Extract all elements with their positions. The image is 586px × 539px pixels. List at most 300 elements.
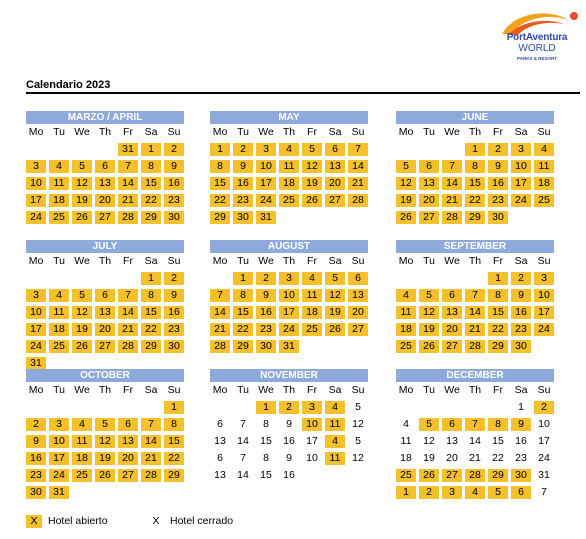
day-open: 23 xyxy=(164,194,184,207)
weekday-label: Fr xyxy=(307,384,317,396)
day-empty xyxy=(419,272,439,285)
day-open: 19 xyxy=(419,323,439,336)
day-closed: 22 xyxy=(492,452,504,464)
day-open: 13 xyxy=(95,177,115,190)
day-closed: 9 xyxy=(286,452,292,464)
day-open: 26 xyxy=(72,340,92,353)
day-open: 2 xyxy=(534,401,554,414)
weekday-label: Su xyxy=(167,255,181,267)
day-empty xyxy=(118,272,138,285)
day-open: 7 xyxy=(348,143,368,156)
day-open: 8 xyxy=(141,289,161,302)
day-open: 27 xyxy=(118,469,138,482)
day-empty xyxy=(26,401,46,414)
day-open: 15 xyxy=(141,306,161,319)
weekday-label: Sa xyxy=(144,384,158,396)
day-open: 20 xyxy=(95,323,115,336)
weekday-label: Mo xyxy=(212,255,228,267)
day-open: 4 xyxy=(325,401,345,414)
day-open: 26 xyxy=(95,469,115,482)
day-closed: 15 xyxy=(492,435,504,447)
day-empty xyxy=(325,211,345,224)
month-days xyxy=(210,126,368,224)
day-empty xyxy=(465,401,485,414)
day-empty xyxy=(95,143,115,156)
day-closed: 24 xyxy=(538,452,550,464)
day-empty xyxy=(49,401,69,414)
day-empty xyxy=(72,143,92,156)
day-closed: 19 xyxy=(423,452,435,464)
day-open: 27 xyxy=(325,194,345,207)
day-open: 6 xyxy=(95,160,115,173)
day-open: 2 xyxy=(164,272,184,285)
day-open: 2 xyxy=(164,143,184,156)
day-open: 5 xyxy=(72,289,92,302)
weekday-label: Su xyxy=(351,384,365,396)
day-open: 24 xyxy=(26,211,46,224)
day-open: 24 xyxy=(26,340,46,353)
day-open: 27 xyxy=(442,340,462,353)
day-open: 18 xyxy=(279,177,299,190)
weekday-label: Mo xyxy=(28,255,44,267)
day-open: 5 xyxy=(396,160,416,173)
weekday-label: Mo xyxy=(28,384,44,396)
day-open: 9 xyxy=(233,160,253,173)
month-july xyxy=(26,240,184,370)
logo-world: WORLD xyxy=(518,43,556,54)
day-open: 3 xyxy=(256,143,276,156)
day-open: 5 xyxy=(419,418,439,431)
day-closed: 14 xyxy=(237,435,249,447)
day-open: 30 xyxy=(488,211,508,224)
day-open: 18 xyxy=(49,323,69,336)
month-days xyxy=(210,384,368,482)
day-open: 19 xyxy=(302,177,322,190)
day-empty xyxy=(396,401,416,414)
day-open: 12 xyxy=(419,306,439,319)
title-divider xyxy=(26,92,580,94)
day-empty xyxy=(141,486,161,499)
day-open: 31 xyxy=(118,143,138,156)
weekday-label: Tu xyxy=(53,255,65,267)
day-open: 4 xyxy=(396,289,416,302)
day-open: 13 xyxy=(442,306,462,319)
day-closed: 14 xyxy=(469,435,481,447)
day-open: 16 xyxy=(511,306,531,319)
day-open: 1 xyxy=(141,143,161,156)
day-open: 16 xyxy=(488,177,508,190)
day-open: 12 xyxy=(396,177,416,190)
weekday-label: Sa xyxy=(328,126,342,138)
day-open: 5 xyxy=(95,418,115,431)
day-open: 10 xyxy=(256,160,276,173)
weekday-label: Th xyxy=(282,384,296,396)
weekday-label: Tu xyxy=(423,384,435,396)
month-days xyxy=(396,126,554,224)
day-open: 26 xyxy=(396,211,416,224)
day-open: 27 xyxy=(442,469,462,482)
portaventura-logo xyxy=(488,8,584,64)
day-empty xyxy=(419,401,439,414)
day-open: 23 xyxy=(233,194,253,207)
day-open: 24 xyxy=(279,323,299,336)
day-closed: 17 xyxy=(306,435,318,447)
logo-subtitle: PARKS & RESORT xyxy=(517,56,557,61)
day-open: 1 xyxy=(164,401,184,414)
day-open: 6 xyxy=(118,418,138,431)
day-empty xyxy=(534,211,554,224)
day-open: 26 xyxy=(325,323,345,336)
day-closed: 7 xyxy=(541,486,547,498)
day-open: 7 xyxy=(118,160,138,173)
day-open: 19 xyxy=(72,194,92,207)
day-open: 15 xyxy=(210,177,230,190)
day-open: 10 xyxy=(511,160,531,173)
day-closed: 15 xyxy=(260,435,272,447)
month-header: MARZO / APRIL xyxy=(26,111,184,124)
weekday-label: Sa xyxy=(514,384,528,396)
day-closed: 5 xyxy=(355,435,361,447)
weekday-label: Th xyxy=(98,255,112,267)
day-open: 25 xyxy=(279,194,299,207)
weekday-label: Th xyxy=(98,126,112,138)
day-open: 19 xyxy=(325,306,345,319)
day-open: 29 xyxy=(465,211,485,224)
day-open: 3 xyxy=(302,401,322,414)
day-closed: 17 xyxy=(538,435,550,447)
day-open: 3 xyxy=(534,272,554,285)
weekday-label: Sa xyxy=(144,255,158,267)
day-open: 19 xyxy=(72,323,92,336)
day-open: 17 xyxy=(511,177,531,190)
day-closed: 4 xyxy=(403,418,409,430)
day-closed: 8 xyxy=(263,452,269,464)
day-open: 5 xyxy=(302,143,322,156)
day-open: 23 xyxy=(488,194,508,207)
day-closed: 8 xyxy=(263,418,269,430)
day-open: 2 xyxy=(511,272,531,285)
day-open: 11 xyxy=(49,306,69,319)
month-september xyxy=(396,240,554,353)
legend-closed-label: Hotel cerrado xyxy=(170,515,234,527)
day-open: 25 xyxy=(396,340,416,353)
day-open: 11 xyxy=(72,435,92,448)
day-open: 31 xyxy=(256,211,276,224)
weekday-label: Mo xyxy=(28,126,44,138)
month-days xyxy=(26,384,184,499)
day-open: 2 xyxy=(26,418,46,431)
weekday-label: We xyxy=(444,255,460,267)
day-open: 10 xyxy=(49,435,69,448)
day-open: 15 xyxy=(164,435,184,448)
day-empty xyxy=(419,143,439,156)
weekday-label: Su xyxy=(537,255,551,267)
day-open: 15 xyxy=(465,177,485,190)
day-empty xyxy=(210,401,230,414)
day-empty xyxy=(348,340,368,353)
weekday-label: Tu xyxy=(237,126,249,138)
day-open: 20 xyxy=(348,306,368,319)
day-open: 28 xyxy=(118,211,138,224)
day-open: 3 xyxy=(49,418,69,431)
weekday-label: Fr xyxy=(493,384,503,396)
weekday-label: Tu xyxy=(53,126,65,138)
weekday-label: Su xyxy=(167,384,181,396)
day-empty xyxy=(72,486,92,499)
day-open: 4 xyxy=(279,143,299,156)
day-open: 25 xyxy=(72,469,92,482)
day-open: 11 xyxy=(396,306,416,319)
day-open: 7 xyxy=(442,160,462,173)
day-open: 26 xyxy=(302,194,322,207)
day-open: 8 xyxy=(141,160,161,173)
day-open: 29 xyxy=(233,340,253,353)
day-open: 8 xyxy=(210,160,230,173)
day-open: 23 xyxy=(511,323,531,336)
weekday-label: Mo xyxy=(212,384,228,396)
weekday-label: We xyxy=(258,384,274,396)
day-closed: 13 xyxy=(446,435,458,447)
month-october xyxy=(26,369,184,499)
day-open: 3 xyxy=(26,160,46,173)
day-open: 8 xyxy=(488,289,508,302)
day-open: 31 xyxy=(49,486,69,499)
day-open: 8 xyxy=(465,160,485,173)
day-open: 3 xyxy=(26,289,46,302)
day-open: 23 xyxy=(164,323,184,336)
day-open: 6 xyxy=(442,418,462,431)
day-open: 13 xyxy=(95,306,115,319)
day-open: 28 xyxy=(348,194,368,207)
day-open: 11 xyxy=(49,177,69,190)
day-open: 29 xyxy=(488,469,508,482)
day-open: 21 xyxy=(118,194,138,207)
day-open: 21 xyxy=(141,452,161,465)
day-open: 21 xyxy=(442,194,462,207)
day-open: 30 xyxy=(164,340,184,353)
day-closed: 6 xyxy=(217,418,223,430)
legend-closed xyxy=(148,515,233,528)
day-closed: 13 xyxy=(214,435,226,447)
month-august xyxy=(210,240,368,353)
day-open: 7 xyxy=(210,289,230,302)
day-empty xyxy=(442,272,462,285)
day-empty xyxy=(118,401,138,414)
weekday-label: Th xyxy=(468,126,482,138)
day-open: 22 xyxy=(141,194,161,207)
day-open: 28 xyxy=(465,340,485,353)
day-open: 27 xyxy=(419,211,439,224)
day-empty xyxy=(26,272,46,285)
day-open: 9 xyxy=(511,289,531,302)
month-december xyxy=(396,369,554,499)
day-closed: 10 xyxy=(306,452,318,464)
day-open: 18 xyxy=(396,323,416,336)
day-open: 29 xyxy=(141,340,161,353)
weekday-label: Mo xyxy=(398,384,414,396)
weekday-label: Su xyxy=(537,126,551,138)
month-marzo-april xyxy=(26,111,184,224)
day-open: 17 xyxy=(26,323,46,336)
day-open: 28 xyxy=(141,469,161,482)
day-closed: 13 xyxy=(214,469,226,481)
day-open: 10 xyxy=(302,418,322,431)
day-open: 6 xyxy=(325,143,345,156)
day-open: 17 xyxy=(49,452,69,465)
day-open: 3 xyxy=(511,143,531,156)
day-empty xyxy=(511,211,531,224)
day-open: 28 xyxy=(465,469,485,482)
day-empty xyxy=(72,401,92,414)
day-open: 14 xyxy=(210,306,230,319)
day-open: 14 xyxy=(442,177,462,190)
weekday-label: We xyxy=(258,255,274,267)
month-header: NOVEMBER xyxy=(210,369,368,382)
day-open: 30 xyxy=(256,340,276,353)
weekday-label: Mo xyxy=(398,255,414,267)
logo-brand: PortAventura xyxy=(506,32,568,43)
day-closed: 21 xyxy=(469,452,481,464)
day-open: 17 xyxy=(256,177,276,190)
day-closed: 15 xyxy=(260,469,272,481)
weekday-label: Th xyxy=(98,384,112,396)
day-open: 3 xyxy=(279,272,299,285)
day-open: 6 xyxy=(511,486,531,499)
month-header: JUNE xyxy=(396,111,554,124)
day-open: 27 xyxy=(348,323,368,336)
day-empty xyxy=(49,272,69,285)
day-open: 11 xyxy=(279,160,299,173)
day-open: 1 xyxy=(465,143,485,156)
day-open: 25 xyxy=(302,323,322,336)
day-open: 27 xyxy=(95,340,115,353)
day-open: 24 xyxy=(511,194,531,207)
weekday-label: Sa xyxy=(328,255,342,267)
day-closed: 16 xyxy=(283,469,295,481)
day-open: 13 xyxy=(419,177,439,190)
weekday-label: We xyxy=(74,384,90,396)
day-open: 26 xyxy=(419,340,439,353)
day-open: 6 xyxy=(95,289,115,302)
day-open: 11 xyxy=(325,452,345,465)
weekday-label: Fr xyxy=(307,126,317,138)
weekday-label: Th xyxy=(282,126,296,138)
day-open: 16 xyxy=(164,177,184,190)
month-november xyxy=(210,369,368,482)
day-empty xyxy=(442,143,462,156)
weekday-label: Su xyxy=(351,126,365,138)
day-open: 23 xyxy=(256,323,276,336)
day-empty xyxy=(26,143,46,156)
day-empty xyxy=(72,272,92,285)
day-empty xyxy=(325,469,345,482)
day-empty xyxy=(302,211,322,224)
day-open: 5 xyxy=(72,160,92,173)
day-open: 5 xyxy=(419,289,439,302)
month-days xyxy=(210,255,368,353)
weekday-label: We xyxy=(258,126,274,138)
day-open: 29 xyxy=(488,340,508,353)
day-open: 8 xyxy=(164,418,184,431)
day-empty xyxy=(95,486,115,499)
day-open: 9 xyxy=(26,435,46,448)
day-open: 21 xyxy=(210,323,230,336)
day-open: 11 xyxy=(534,160,554,173)
day-closed: 9 xyxy=(286,418,292,430)
day-open: 4 xyxy=(72,418,92,431)
month-header: MAY xyxy=(210,111,368,124)
day-open: 17 xyxy=(26,194,46,207)
month-header: DECEMBER xyxy=(396,369,554,382)
day-open: 18 xyxy=(49,194,69,207)
day-open: 9 xyxy=(256,289,276,302)
weekday-label: Tu xyxy=(237,384,249,396)
day-empty xyxy=(118,486,138,499)
day-open: 26 xyxy=(72,211,92,224)
day-open: 21 xyxy=(348,177,368,190)
month-may xyxy=(210,111,368,224)
day-open: 5 xyxy=(325,272,345,285)
weekday-label: Su xyxy=(167,126,181,138)
day-open: 14 xyxy=(141,435,161,448)
day-open: 12 xyxy=(72,177,92,190)
weekday-label: Fr xyxy=(123,255,133,267)
legend-open-swatch: X xyxy=(26,515,42,528)
day-open: 18 xyxy=(302,306,322,319)
day-empty xyxy=(141,401,161,414)
legend-open-label: Hotel abierto xyxy=(48,515,108,527)
day-open: 18 xyxy=(534,177,554,190)
day-open: 2 xyxy=(256,272,276,285)
day-open: 16 xyxy=(256,306,276,319)
month-days xyxy=(26,255,184,370)
day-open: 11 xyxy=(302,289,322,302)
day-open: 30 xyxy=(164,211,184,224)
day-open: 18 xyxy=(72,452,92,465)
day-open: 13 xyxy=(118,435,138,448)
day-empty xyxy=(325,340,345,353)
day-closed: 31 xyxy=(538,469,550,481)
day-open: 20 xyxy=(419,194,439,207)
day-open: 14 xyxy=(348,160,368,173)
day-open: 4 xyxy=(302,272,322,285)
day-empty xyxy=(488,401,508,414)
day-empty xyxy=(49,143,69,156)
day-open: 4 xyxy=(465,486,485,499)
weekday-label: Th xyxy=(468,384,482,396)
day-closed: 16 xyxy=(515,435,527,447)
day-closed: 12 xyxy=(352,418,364,430)
weekday-label: Th xyxy=(282,255,296,267)
day-open: 19 xyxy=(396,194,416,207)
day-empty xyxy=(302,469,322,482)
day-open: 20 xyxy=(325,177,345,190)
month-header: JULY xyxy=(26,240,184,253)
day-open: 4 xyxy=(49,160,69,173)
day-open: 12 xyxy=(325,289,345,302)
day-open: 28 xyxy=(210,340,230,353)
day-open: 29 xyxy=(210,211,230,224)
day-open: 29 xyxy=(164,469,184,482)
day-open: 24 xyxy=(534,323,554,336)
day-closed: 7 xyxy=(240,418,246,430)
day-open: 22 xyxy=(164,452,184,465)
month-days xyxy=(396,384,554,499)
day-open: 14 xyxy=(118,306,138,319)
day-open: 24 xyxy=(256,194,276,207)
day-open: 3 xyxy=(442,486,462,499)
day-closed: 5 xyxy=(355,401,361,413)
